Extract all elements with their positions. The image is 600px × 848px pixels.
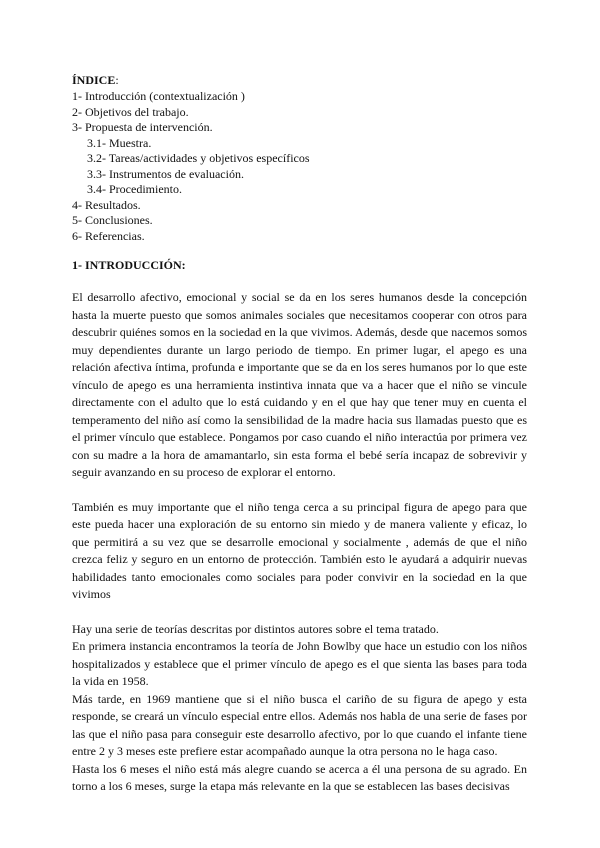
body-paragraph: El desarrollo afectivo, emocional y social se da en los seres humanos desde la concepción hasta la muerte puesto que somos animales sociales que necesitamos cooperar con otros para descubrir quiénes somos en la sociedad en la que vivimos. Además, desde que nacemos somos muy dependientes durante un largo periodo de tiempo. En primer lugar, el apego es una relación afectiva íntima, profunda e importante que se da en los seres humanos por lo que este vínculo de apego es una herramienta instintiva innata que va a hacer que el niño se vincule directamente con el adulto que lo está cuidando y en el que hay que tener muy en cuenta el temperamento del niño así como la sensibilidad de la madre hacia sus llamadas puesto que es el primer vínculo que establece. Pongamos por caso cuando el niño interactúa por primera vez con su madre a la hora de amamantarlo, sin esta forma el bebé sería incapaz de sobrevivir y seguir avanzando en su proceso de explorar el entorno. [72,290,527,479]
body-paragraph: En primera instancia encontramos la teoría de John Bowlby que hace un estudio con los niños hospitalizados y establece que el primer vínculo de apego es el que sienta las bases para toda la vida en 1958. [72,639,527,688]
toc-title-text: ÍNDICE [72,73,116,87]
toc-subitem: 3.3- Instrumentos de evaluación. [87,166,244,181]
toc-item: 5- Conclusiones. [72,213,153,227]
toc-item: 2- Objetivos del trabajo. [72,104,189,119]
section-heading: 1- INTRODUCCIÓN: [72,258,186,272]
document-body [72,72,527,796]
toc-subitem: 3.2- Tareas/actividades y objetivos específicos [87,151,310,165]
toc-subitem: 3.1- Muestra. [87,135,152,150]
toc-item: 4- Resultados. [72,197,141,212]
toc-title-colon: : [115,73,119,87]
body-paragraph: Hasta los 6 meses el niño está más alegre cuando se acerca a él una persona de su agrado. En torno a los 6 meses, surge la etapa más relevante en la que se establecen las bases decisivas [72,761,527,793]
toc-subitem: 3.4- Procedimiento. [87,182,182,196]
toc-item: 6- Referencias. [72,228,145,243]
body-paragraph: Más tarde, en 1969 mantiene que si el niño busca el cariño de su figura de apego y esta responde, se creará un vínculo especial entre ellos. Además nos habla de una serie de fases por las que el niño pasa para conseguir este desarrollo afectivo, por lo que cuando el infante tiene entre 2 y 3 meses este prefiere estar acompañado aunque la otra persona no le haga caso. [72,691,527,758]
toc-title [72,72,527,89]
toc-item: 3- Propuesta de intervención. [72,120,213,134]
body-paragraph: También es muy importante que el niño tenga cerca a su principal figura de apego para que este pueda hacer una exploración de su entorno sin miedo y de manera valiente y eficaz, lo que permitirá a su vez que se desarrolle emocional y socialmente , además de que el niño crezca feliz y seguro en un entorno de protección. También esto le ayudará a adquirir nuevas habilidades tanto emocionales como sociales para poder convivir en la sociedad en la que vivimos [72,499,527,601]
body-paragraph: Hay una serie de teorías descritas por distintos autores sobre el tema tratado. [72,621,439,636]
toc-item: 1- Introducción (contextualización ) [72,89,245,103]
